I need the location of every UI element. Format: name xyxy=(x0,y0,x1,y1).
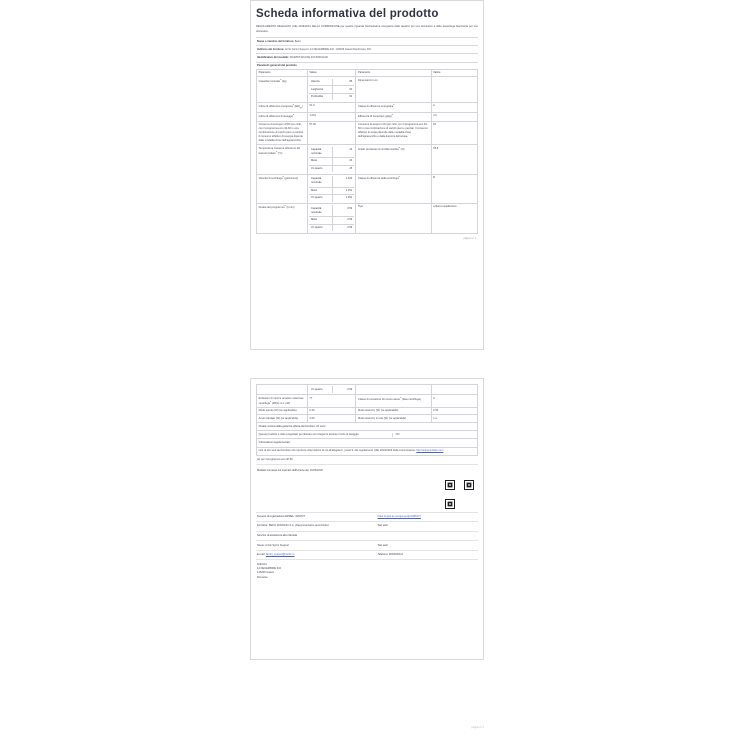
cell-empty-parameter-2 xyxy=(356,385,431,395)
sub-label: Capacità nominale xyxy=(309,147,332,158)
identification-row xyxy=(256,37,478,45)
supplier-website-link[interactable]: http://support.beko.com xyxy=(416,449,444,453)
sub-label: Metà xyxy=(309,217,332,225)
column-header-parameter-1: Parametro xyxy=(257,69,308,77)
market-date-row xyxy=(256,467,478,476)
cell-parameter-1: Indice di efficienza di lavaggio$^a$ xyxy=(257,113,308,121)
sub-label: Un quarto xyxy=(309,224,332,231)
service-name-value: Arctic Sprint Support xyxy=(265,543,290,547)
table-row xyxy=(257,204,478,233)
cell-parameter-1: Consumo di energia in kWh per ciclo, con il programma eco 40-60 in una combinazione di carichi pieni e parziali. Il consumo effettivo di energia dipende dalle modalità d'uso dell'apparecchio. xyxy=(257,121,308,145)
extra-info-text: Link al sito web del fornitore che riporta le informazioni di cui all'allegato II, punto 9, del regolamento (UE) 2019/2023 della Commissione: xyxy=(258,449,416,453)
sub-label: Capacità nominale xyxy=(309,205,332,216)
sub-row xyxy=(309,195,353,202)
market-date-label: Modello immesso sul mercato dell'Unione da: xyxy=(257,469,310,473)
qr-code-wrap xyxy=(256,476,478,512)
identification-value: Beko xyxy=(294,39,301,43)
sub-row xyxy=(309,217,353,225)
table-row xyxy=(257,174,478,203)
sub-value: 2:59 xyxy=(347,225,353,229)
sub-value: 44 xyxy=(332,147,353,158)
cell-value-1 xyxy=(307,204,356,233)
cell-parameter-2: Dimensioni in cm xyxy=(356,77,431,102)
sub-value: 1.400 xyxy=(332,176,353,187)
cell-duration-quarter xyxy=(307,385,356,395)
general-parameters-table-continued xyxy=(256,384,478,423)
supplier-row xyxy=(256,521,478,531)
sub-row xyxy=(309,79,353,86)
cell-parameter-1: Capacità nominale$^a$ (kg) xyxy=(257,77,308,102)
product-sheet-page-1 xyxy=(250,0,484,350)
market-date-value: 16/06/2020 xyxy=(309,469,323,473)
warranty-value: 24 mesi xyxy=(316,424,326,428)
divider xyxy=(256,464,478,465)
qr-code-icon[interactable] xyxy=(443,478,476,511)
table-row xyxy=(257,407,478,415)
cell-parameter-2: Tipo xyxy=(356,204,431,233)
table-row-program-duration-quarter xyxy=(257,385,478,395)
cell-parameter-2: Classe di efficienza energetica$^a$ xyxy=(356,102,431,112)
service-site-label: Sito web: xyxy=(377,543,389,547)
supplier-label: Fornitore: xyxy=(257,524,269,528)
identification-value: WAD/WT42UK/IE 4CF30901G00 xyxy=(289,56,328,60)
identification-label: Nome o marchio del fornitore: xyxy=(257,39,295,43)
eco-program-footnote: (a) per il programma eco 40-60 xyxy=(257,458,293,462)
sub-value: 3:59 xyxy=(332,205,353,216)
cell-value-2: n.a. xyxy=(431,415,477,423)
cell-value-2: 52 xyxy=(431,121,477,145)
address-line: 12 DECEMBRIE 210 xyxy=(257,566,282,570)
table-row xyxy=(257,415,478,423)
identification-row xyxy=(256,45,478,53)
cell-parameter-2: Consumo di acqua in litri per ciclo, con il programma eco 40-60 in una combinazione di carichi pieni e parziali. Il consumo effettivo di acqua dipende dalle modalità d'uso dell'apparecchio e dalla durezza dell'acqua. xyxy=(356,121,431,145)
sub-value: 20 xyxy=(332,158,353,166)
sub-value: 85 xyxy=(332,79,353,86)
table-row xyxy=(257,121,478,145)
table-row xyxy=(257,77,478,102)
service-address-row xyxy=(256,559,478,582)
address-line: Romania xyxy=(257,575,268,579)
service-name-row xyxy=(256,540,478,550)
table-header-row xyxy=(257,69,478,77)
sub-row xyxy=(309,165,353,172)
cell-parameter-1: Modo spento (W) (se applicabile) xyxy=(257,407,308,415)
service-heading: Servizio di assistenza alla clientela xyxy=(257,533,297,537)
sub-value: 60 xyxy=(332,86,353,94)
sub-value: 1.351 xyxy=(332,187,353,195)
sub-label: Un quarto xyxy=(309,165,332,172)
cell-value-1: 77 xyxy=(307,395,356,407)
section-heading-general-parameters: Parametri generali del prodotto xyxy=(256,62,478,69)
sub-label: Metà xyxy=(309,158,332,166)
sub-label-quarter: Un quarto xyxy=(309,386,332,393)
cell-parameter-2: Classe di efficienza della centrifuga$^a$ xyxy=(356,174,431,203)
cell-parameter-1: Velocità di centrifuga$^a$ (giri/minuto) xyxy=(257,174,308,203)
sub-label: Un quarto xyxy=(309,195,332,202)
cell-parameter-2: Efficienza di risciacquo $(g/kg)^a$ xyxy=(356,113,431,121)
cell-value-1 xyxy=(307,174,356,203)
silver-ion-label: Questo prodotto è stato progettato per liberare ioni d'argento durante il ciclo di lavaggio: xyxy=(258,432,360,436)
eprel-value: 1081577 xyxy=(295,514,306,518)
sub-label: Metà xyxy=(309,187,332,195)
cell-value-2: a libera installazione xyxy=(431,204,477,233)
identification-value: Arctic Sprint Support, 12 DECEMBRIE 210, 145206 Gaesti Dambovita, RO xyxy=(284,47,371,51)
address-line: 145206 Gaesti xyxy=(257,571,274,575)
page-title: Scheda informativa del prodotto xyxy=(256,8,439,20)
sub-row xyxy=(309,147,353,158)
identification-label: Indirizzo del fornitore: xyxy=(257,47,285,51)
product-sheet-page-2 xyxy=(250,378,484,660)
column-header-value-2: Valore xyxy=(431,69,477,77)
cell-parameter-2: Modo stand-by in rete (W) (se applicabile) xyxy=(356,415,431,423)
sub-row xyxy=(309,86,353,94)
identification-row xyxy=(256,53,478,61)
eprel-link[interactable]: https://eprel.ec.europa.eu/qr/1081577 xyxy=(377,514,421,518)
cell-empty-parameter xyxy=(257,385,308,395)
cell-parameter-2: Modo stand-by (W) (se applicabile) xyxy=(356,407,431,415)
service-address-label: Indirizzo: xyxy=(257,562,268,566)
cell-value-1: 4.00 xyxy=(307,415,356,423)
cell-value-2 xyxy=(431,77,477,102)
cell-value-2: C xyxy=(431,395,477,407)
warranty-row xyxy=(256,423,478,431)
sub-row xyxy=(309,176,353,187)
eprel-row xyxy=(256,512,478,522)
sub-row xyxy=(309,187,353,195)
table-row xyxy=(257,113,478,121)
silver-ion-row xyxy=(256,431,478,439)
cell-parameter-2: Grado ponderato di umidità residua$^a$ (%) xyxy=(356,145,431,174)
service-phone-value: 0003000111 xyxy=(388,553,403,557)
identification-rows xyxy=(256,37,478,61)
extra-info-label: Informazioni supplementari: xyxy=(258,440,291,444)
sub-label: Larghezza xyxy=(309,86,332,94)
sub-label: Profondità xyxy=(309,93,332,100)
table-row xyxy=(257,395,478,407)
cell-value-1: 1.031 xyxy=(307,113,356,121)
cell-parameter-1: Avvio ritardato (W) (se applicabile) xyxy=(257,415,308,423)
general-parameters-table xyxy=(256,69,478,234)
identification-label: Identificativo del modello: xyxy=(257,56,289,60)
cell-empty-value-2 xyxy=(431,385,477,395)
cell-parameter-1: Temperatura massima all'interno del tessuto trattato$^a$ (°C) xyxy=(257,145,308,174)
sub-value: 25 xyxy=(349,167,353,171)
service-email-label: E-mail: xyxy=(257,553,266,557)
eprel-label: Numero di registrazione EPREL: xyxy=(257,514,295,518)
sub-value-quarter: 2:59 xyxy=(347,387,353,391)
service-phone-label: Telefono: xyxy=(377,553,389,557)
supplier-value: BEKO ROMANIA S.A. (Rappresentante autorizzato) xyxy=(268,524,329,528)
column-header-parameter-2: Parametro xyxy=(356,69,431,77)
cell-value-2: 53.8 xyxy=(431,145,477,174)
page-footer-1: pagina 1 / 2 xyxy=(463,236,476,240)
service-name-label: Nome: xyxy=(257,543,265,547)
table-row xyxy=(257,145,478,174)
cell-parameter-1: Emissioni di rumore acustico nella fase centrifuga$^a$ (dB(A) re 1 pW) xyxy=(257,395,308,407)
cell-parameter-1: Durata del programma$^a$ (h:min) xyxy=(257,204,308,233)
cell-value-2: 4.0 xyxy=(431,113,477,121)
extra-info-text-row xyxy=(256,448,478,456)
service-heading-row xyxy=(256,531,478,541)
silver-ion-value: NO xyxy=(392,433,476,437)
service-email-value[interactable]: Sprint_support@arctic.ro xyxy=(265,553,295,557)
sub-value: 2:59 xyxy=(332,217,353,225)
cell-value-1: 57.00 xyxy=(307,121,356,145)
cell-value-2: 0.50 xyxy=(431,407,477,415)
cell-parameter-1: Indice di efficienza energetica$^a$ $(EEI_W)$ xyxy=(257,102,308,112)
cell-value-1: 0.20 xyxy=(307,407,356,415)
column-header-value-1: Valore xyxy=(307,69,356,77)
sub-label: Capacità nominale xyxy=(309,176,332,187)
sub-row xyxy=(309,205,353,216)
sub-row xyxy=(309,224,353,231)
supplier-website-label: Sito web: xyxy=(377,524,389,528)
warranty-label: Durata minima della garanzia offerta dal fornitore: xyxy=(258,424,316,428)
service-address-lines xyxy=(257,567,477,581)
cell-value-1: 51.0 xyxy=(307,102,356,112)
sub-value: 1.351 xyxy=(345,196,353,200)
cell-value-2: B xyxy=(431,174,477,203)
table-row xyxy=(257,102,478,112)
service-email-row xyxy=(256,550,478,560)
sub-label: Altezza xyxy=(309,79,332,86)
sub-row xyxy=(309,93,353,100)
cell-value-2: A xyxy=(431,102,477,112)
sub-value: 61 xyxy=(349,95,353,99)
cell-value-1 xyxy=(307,77,356,102)
page-footer-2: pagina 2 / 2 xyxy=(471,726,484,729)
extra-info-label-row xyxy=(256,439,478,447)
regulation-intro: REGOLAMENTO DELEGATO (UE) 2019/2014 DELLA COMMISSIONE per quanto riguarda l'etichettatura energetica delle lavatrici per uso domestico e delle lavasciuga biancheria per uso domestico. xyxy=(256,25,478,33)
cell-value-1 xyxy=(307,145,356,174)
sub-row xyxy=(309,158,353,166)
cell-parameter-2: Classe di emissione di rumore aereo$^a$ (fase centrifuga) xyxy=(356,395,431,407)
